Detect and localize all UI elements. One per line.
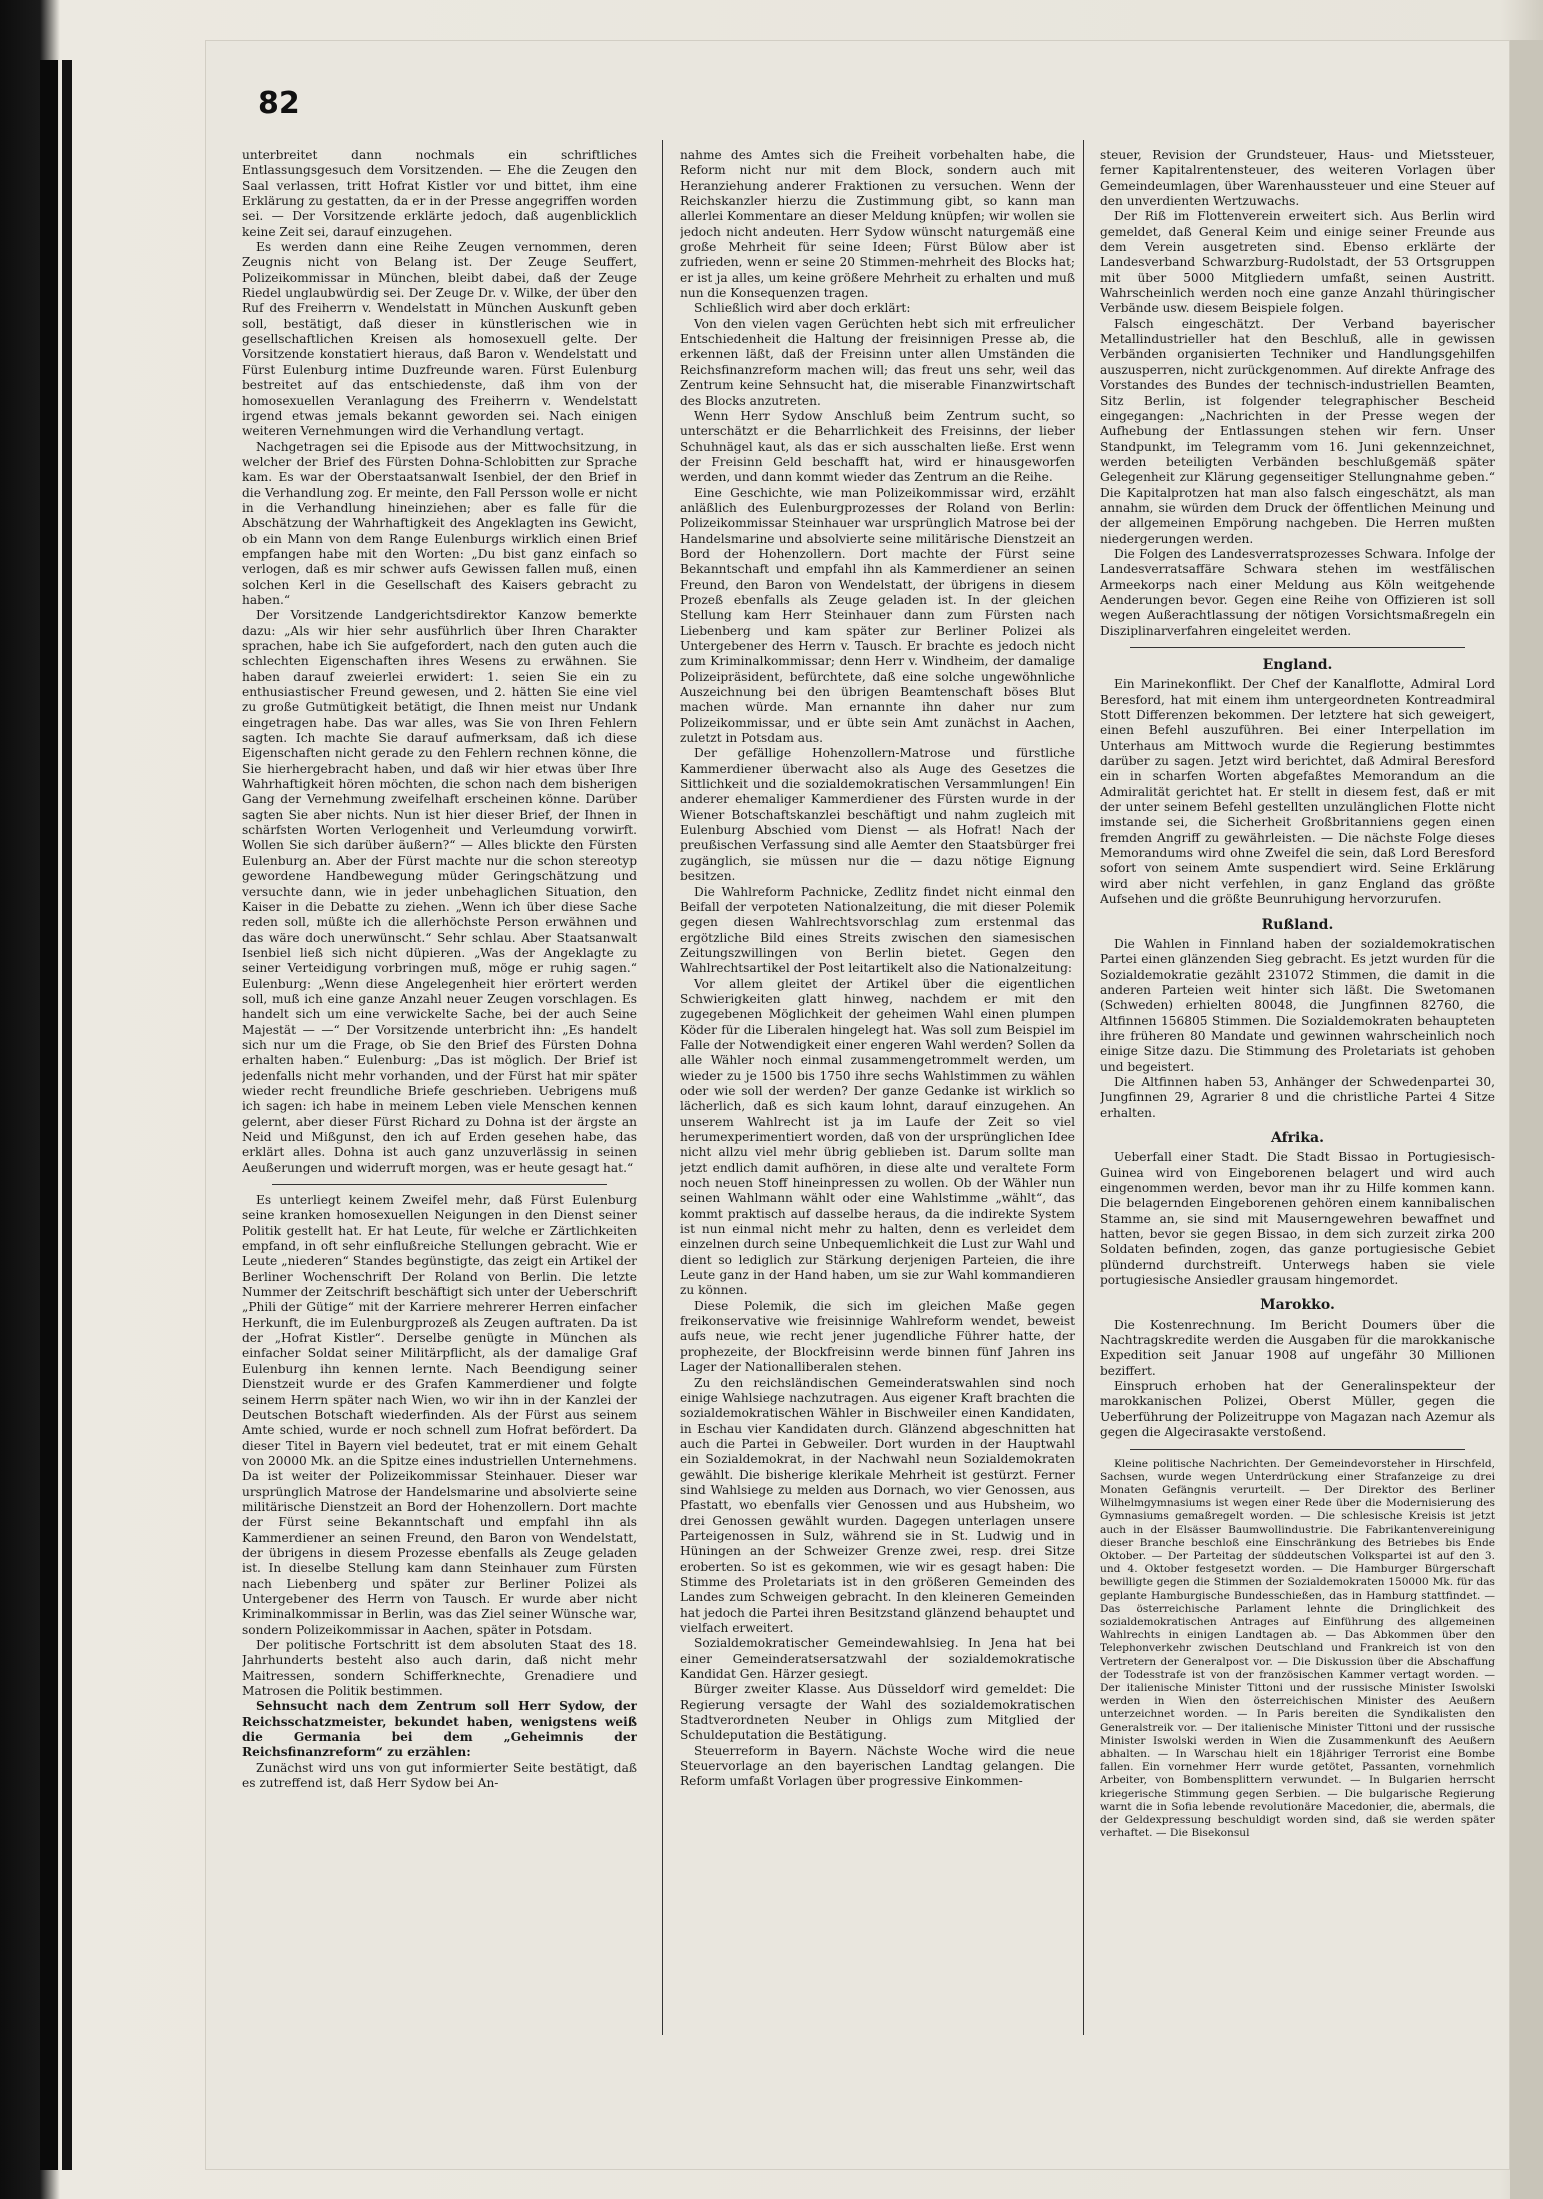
column-rule <box>1083 140 1084 2035</box>
paragraph: nahme des Amtes sich die Freiheit vorbehalten habe, die Reform nicht nur mit dem Block, sondern auch mit Heranziehung anderer Fraktionen zu versuchen. Wenn der Reichskanzler hierzu die Zustimmung gibt, so kann man allerlei Kommentare an dieser Meldung knüpfen; wir wollen sie jedoch nicht andeuten. Herr Sydow wünscht naturgemäß eine große Mehrheit für seine Ideen; Fürst Bülow aber ist zufrieden, wenn er seine 20 Stimmen-mehrheit des Blocks hat; er ist ja alles, um keine größere Mehrheit zu erhalten und muß nun die Konsequenzen tragen. <box>680 148 1075 301</box>
column-3 <box>1100 148 1495 2078</box>
paragraph: Der politische Fortschritt ist dem absoluten Staat des 18. Jahrhunderts besteht also auch darin, daß nicht mehr Maitressen, sondern Schifferknechte, Grenadiere und Matrosen die Politik bestimmen. <box>242 1638 637 1699</box>
article-lead: Sozialdemokratischer Gemeindewahlsieg. In Jena hat bei einer Gemeinderatsersatzwahl der sozialdemokratische Kandidat Gen. Härzer gesiegt. <box>680 1636 1075 1682</box>
article-lead: Steuerreform in Bayern. Nächste Woche wird die neue Steuervorlage an den bayerischen Landtag gelangen. Die Reform umfaßt Vorlagen über progressive Einkommen- <box>680 1743 1075 1789</box>
article-lead: Bürger zweiter Klasse. Aus Düsseldorf wird gemeldet: Die Regierung versagte der Wahl des sozialdemokratischen Stadtverordneten Neuber in Ohligs zum Mitglied der Schuldeputation die Bestätigung. <box>680 1682 1075 1743</box>
paragraph: Der gefällige Hohenzollern-Matrose und fürstliche Kammerdiener überwacht also als Auge des Gesetzes die Sittlichkeit und die sozialdemokratischen Versammlungen! Ein anderer ehemaliger Kammerdiener des Fürsten wurde in der Wiener Botschaftskanzlei beschäftigt und nahm zugleich mit Eulenburg Abschied vom Dienst — als Hofrat! Nach der preußischen Verfassung sind alle Aemter den Staatsbürger frei zugänglich, sie müssen nur die — dazu nötige Eignung besitzen. <box>680 746 1075 884</box>
section-heading-russia: Rußland. <box>1261 916 1334 933</box>
paragraph: Nachgetragen sei die Episode aus der Mittwochsitzung, in welcher der Brief des Fürsten Dohna-Schlobitten zur Sprache kam. Es war der Oberstaatsanwalt Isenbiel, der den Brief in die Verhandlung zog. Er meinte, den Fall Persson wolle er nicht in die Verhandlung hineinziehen; aber es falle für die Abschätzung der Wahrhaftigkeit des Angeklagten ins Gewicht, ob ein Mann von dem Range Eulenburgs wirklich einen Brief empfangen habe mit den Worten: „Du bist ganz einfach so verlogen, daß es mir schwer aufs Gewissen fallen muß, einen solchen Kerl in die Gesellschaft des Kaisers gebracht zu haben.“ <box>242 439 637 607</box>
paragraph: Schließlich wird aber doch erklärt: <box>694 301 911 316</box>
paragraph: Diese Polemik, die sich im gleichen Maße gegen freikonservative wie freisinnige Wahlreform wendet, beweist aufs neue, wie recht jener jugendliche Führer hatte, der prophezeite, der Blockfreisinn werde binnen fünf Jahren ins Lager der Nationalliberalen stehen. <box>680 1298 1075 1375</box>
column-rule <box>662 140 663 2035</box>
article-lead: Die Wahlreform Pachnicke, Zedlitz findet nicht einmal den Beifall der verpoteten Nationalzeitung, die mit dieser Polemik gegen diesen Wahlrechtsvorschlag zum erstenmal das ergötzliche Bild eines Streits zwischen den siamesischen Zeitungszwillingen von Berlin bietet. Gegen den Wahlrechtsartikel der Post leitartikelt also die Nationalzeitung: <box>680 884 1075 976</box>
article-lead: Die Kostenrechnung. Im Bericht Doumers über die Nachtragskredite werden die Ausgaben für die marokkanische Expedition seit Januar 1908 auf ungefähr 30 Millionen beziffert. <box>1100 1317 1495 1378</box>
article-lead: Einspruch erhoben hat der Generalinspekteur der marokkanischen Polizei, Oberst Müller, gegen die Ueberführung der Polizeitruppe von Magazan nach Azemur als gegen die Algecirasakte verstoßend. <box>1100 1379 1495 1440</box>
article-lead: Die Folgen des Landesverratsprozesses Schwara. Infolge der Landesverratsaffäre Schwara stehen im westfälischen Armeekorps nach einer Meldung aus Köln weitgehende Aenderungen bevor. Gegen eine Reihe von Offizieren ist soll wegen Außerachtlassung der nötigen Vorsichtsmaßregeln ein Disziplinarverfahren eingeleitet werden. <box>1100 546 1495 638</box>
section-heading-morocco: Marokko. <box>1260 1297 1335 1314</box>
book-spine <box>40 60 58 2170</box>
paragraph: Von den vielen vagen Gerüchten hebt sich mit erfreulicher Entschiedenheit die Haltung der freisinnigen Presse ab, die erkennen läßt, daß der Freisinn unter allen Umständen die Reichsfinanzreform machen will; das freut uns sehr, weil das Zentrum keine Sehnsucht hat, die miserable Finanzwirtschaft des Blocks anzutreten. <box>680 316 1075 408</box>
paragraph: Zunächst wird uns von gut informierter Seite bestätigt, daß es zutreffend ist, daß Herr Sydow bei An- <box>242 1760 637 1791</box>
book-spine-edge <box>62 60 72 2170</box>
page-number: 82 <box>258 86 300 121</box>
paragraph: unterbreitet dann nochmals ein schriftliches Entlassungsgesuch dem Vorsitzenden. — Ehe die Zeugen den Saal verlassen, tritt Hofrat Kistler vor und bittet, ihm eine Erklärung zu gestatten, da er in der Presse angegriffen worden sei. — Der Vorsitzende erklärte jedoch, daß augenblicklich keine Zeit sei, darauf einzugehen. <box>242 148 637 239</box>
separator-rule <box>272 1184 607 1185</box>
short-news: Kleine politische Nachrichten. Der Gemeindevorsteher in Hirschfeld, Sachsen, wurde wegen Unterdrückung einer Strafanzeige zu drei Monaten Gefängnis verurteilt. — Der Direktor des Berliner Wilhelmgymnasiums ist wegen einer Rede über die Modernisierung des Gymnasiums gemaßregelt worden. — Die schlesische Kreisis ist jetzt auch in der Elsässer Baumwollindustrie. Die Fabrikantenvereinigung dieser Branche beschloß eine Einschränkung des Betriebes bis Ende Oktober. — Der Parteitag der süddeutschen Volkspartei ist auf den 3. und 4. Oktober festgesetzt worden. — Die Hamburger Bürgerschaft bewilligte gegen die Stimmen der Sozialdemokraten 150000 Mk. für das geplante Hamburgische Bundesschießen, das in Hamburg stattfindet. — Das österreichische Parlament lehnte die Dringlichkeit des sozialdemokratischen Antrages auf Einführung des allgemeinen Wahlrechts in einigen Landtagen ab. — Das Abkommen über den Telephonverkehr zwischen Deutschland und Frankreich ist von den Vertretern der Generalpost vor. — Die Diskussion über die Abschaffung der Todesstrafe ist von der französischen Kammer vertagt worden. — Der italienische Minister Tittoni und der russische Minister Iswolski werden in Wien den österreichischen Minister des Aeußern unterzeichnet worden. — In Paris bereiten die Syndikalisten den Generalstreik vor. — Der italienische Minister Tittoni und der russische Minister Iswolski werden in Wien die Zusammenkunft des Aeußern abhalten. — In Warschau hielt ein 18jähriger Terrorist eine Bombe fallen. Ein vornehmer Herr wurde getötet, Passanten, vornehmlich Arbeiter, von Bombensplittern verwundet. — In Bulgarien herrscht kriegerische Stimmung gegen Serbien. — Die bulgarische Regierung warnt die in Sofia lebende revolutionäre Macedonier, die, abermals, die der Geldexpressung beschuldigt worden sind, daß sie werden später verhaftet. — Die Bisekonsul <box>1100 1457 1495 1840</box>
paragraph: Wenn Herr Sydow Anschluß beim Zentrum sucht, so unterschätzt er die Beharrlichkeit des Freisinns, der lieber Schuhnägel kaut, als das er sich ausschalten ließe. Erst wenn der Freisinn Geld beschafft hat, wird er hinausgeworfen werden, und dann kommt wieder das Zentrum an die Reihe. <box>680 408 1075 485</box>
article-lead: Der Riß im Flottenverein erweitert sich. Aus Berlin wird gemeldet, daß General Keim und einige seiner Freunde aus dem Verein ausgetreten sind. Ebenso erklärte der Landesverband Schwarzburg-Rudolstadt, der 53 Ortsgruppen mit über 5000 Mitgliedern umfaßt, seinen Austritt. Wahrscheinlich werden noch eine ganze Anzahl thüringischer Verbände usw. diesem Beispiele folgen. <box>1100 209 1495 316</box>
article-lead: Die Wahlen in Finnland haben der sozialdemokratischen Partei einen glänzenden Sieg gebracht. Es jetzt wurden für die Sozialdemokratie gezählt 231072 Stimmen, die damit in die anderen Parteien weit hinter sich läßt. Die Swetomanen (Schweden) erhielten 80048, die Jungfinnen 82760, die Altfinnen 156805 Stimmen. Die Sozialdemokraten behaupteten ihre früheren 80 Mandate und gewinnen wahrscheinlich noch einige Sitze dazu. Die Stimmung des Proletariats ist gehoben und begeistert. <box>1100 936 1495 1074</box>
separator-rule <box>1130 1449 1465 1450</box>
section-heading-england: England. <box>1262 657 1333 673</box>
article-lead: Ein Marinekonflikt. Der Chef der Kanalflotte, Admiral Lord Beresford, hat mit einem ihm untergeordneten Kontreadmiral Stott Differenzen bekommen. Der letztere hat sich geweigert, einen Befehl auszuführen. Bei einer Interpellation im Unterhaus am Mittwoch wurde die Regierung bestimmtes darüber zu sagen. Jetzt wird berichtet, daß Admiral Beresford ein in scharfen Worten abgefaßtes Memorandum an die Admiralität gerichtet hat. Er stellt in diesem fest, daß er mit der unter seinem Befehl gestellten unzulänglichen Flotte nicht imstande sei, die Sicherheit Großbritanniens gegen einen fremden Angriff zu gewährleisten. — Die nächste Folge dieses Memorandums wird ohne Zweifel die sein, daß Lord Beresford sofort von seinem Amte suspendiert wird. Seine Erklärung wird aber nicht verfehlen, in ganz England das größte Aufsehen und die größte Beunruhigung hervorzurufen. <box>1100 677 1495 907</box>
paragraph: Der Vorsitzende Landgerichtsdirektor Kanzow bemerkte dazu: „Als wir hier sehr ausführlich über Ihren Charakter sprachen, habe ich Sie aufgefordert, nach den guten auch die schlechten Eigenschaften ihres Wesens zu erwähnen. Sie haben darauf zweierlei erwidert: 1. seien Sie ein zu enthusiastischer Freund gewesen, und 2. hätten Sie eine viel zu große Gutmütigkeit betätigt, die Ihnen meist nur Undank eingetragen habe. Das war alles, was Sie von Ihren Fehlern sagten. Ich machte Sie darauf aufmerksam, daß ich diese Eigenschaften nicht gerade zu den Fehlern rechnen könne, die Sie hierhergebracht haben, und daß wir hier etwas über Ihre Wahrhaftigkeit hören möchten, die schon nach dem bisherigen Gang der Vernehmung zweifelhaft erscheinen könne. Darüber sagten Sie aber nichts. Nun ist hier dieser Brief, der Ihnen in schärfsten Worten Verlogenheit und Verleumdung vorwirft. Wollen Sie sich darüber äußern?“ — Alles blickte den Fürsten Eulenburg an. Aber der Fürst machte nur die schon stereotyp gewordene Handbewegung müder Geringschätzung und versuchte dann, wie in jeder unbehaglichen Situation, den Kaiser in die Debatte zu ziehen. „Wenn ich über diese Sache reden soll, müßte ich die allerhöchste Person erwähnen und das wäre doch unerwünscht.“ Sehr schlau. Aber Staatsanwalt Isenbiel ließ sich nicht düpieren. „Was der Angeklagte zu seiner Verteidigung vorbringen muß, möge er ruhig sagen.“ Eulenburg: „Wenn diese Angelegenheit hier erörtert werden soll, muß ich eine ganze Anzahl neuer Zeugen vorschlagen. Es handelt sich um eine verwickelte Sache, bei der auch Seine Majestät — —“ Der Vorsitzende unterbricht ihn: „Es handelt sich nur um die Frage, ob Sie den Brief des Fürsten Dohna erhalten haben.“ Eulenburg: „Das ist möglich. Der Brief ist jedenfalls nicht mehr vorhanden, und der Fürst hat mir später wieder recht freundliche Briefe geschrieben. Uebrigens muß ich sagen: ich habe in meinem Leben viele Menschen kennen gelernt, aber dieser Fürst Richard zu Dohna ist der ärgste an Neid und Mißgunst, den ich auf Erden gesehen habe, das erklärt alles. Dohna ist auch ganz unzuverlässig in seinen Aeußerungen und widerruft morgen, was er heute gesagt hat.“ <box>242 608 637 1175</box>
paragraph: Es werden dann eine Reihe Zeugen vernommen, deren Zeugnis nicht von Belang ist. Der Zeuge Seuffert, Polizeikommissar in München, bleibt dabei, daß der Zeuge Riedel unglaubwürdig sei. Der Zeuge Dr. v. Wilke, der über den Ruf des Freiherrn v. Wendelstatt in München Auskunft geben soll, bestätigt, daß dieser in künstlerischen wie in gesellschaftlichen Kreisen als homosexuell gelte. Der Vorsitzende konstatiert hieraus, daß Baron v. Wendelstatt und Fürst Eulenburg intime Duzfreunde waren. Fürst Eulenburg bestreitet auf das entschiedenste, daß ihm von der homosexuellen Veranlagung des Freiherrn v. Wendelstatt irgend etwas jemals bekannt geworden sei. Nach einigen weiteren Vernehmungen wird die Verhandlung vertagt. <box>242 240 637 439</box>
article-lead: Eine Geschichte, wie man Polizeikommissar wird, erzählt anläßlich des Eulenburgprozesses der Roland von Berlin: Polizeikommissar Steinhauer war ursprünglich Matrose bei der Handelsmarine und absolvierte seine militärische Dienstzeit an Bord der Hohenzollern. Dort machte der Fürst seine Bekanntschaft und empfahl ihn als Kammerdiener an seinen Freund, den Baron von Wendelstatt, der übrigens in diesem Prozeß ebenfalls als Zeuge geladen ist. In der gleichen Stellung kam Herr Steinhauer dann zum Fürsten nach Liebenberg und kam später zur Berliner Polizei als Untergebener des Herrn v. Tausch. Er brachte es jedoch nicht zum Kriminalkommissar; denn Herr v. Windheim, der damalige Polizeipräsident, befürchtete, daß eine solche ungewöhnliche Auszeichnung bei den übrigen Beamtenschaft böses Blut machen würde. Man ernannte ihn daher nur zum Polizeikommissar, und er übte sein Amt zunächst in Aachen, zuletzt in Potsdam aus. <box>680 485 1075 746</box>
article-lead: Sehnsucht nach dem Zentrum soll Herr Sydow, der Reichsschatzmeister, bekundet haben, wenigstens weiß die Germania bei dem „Geheimnis der Reichsfinanzreform“ zu erzählen: <box>242 1699 637 1760</box>
paragraph: Vor allem gleitet der Artikel über die eigentlichen Schwierigkeiten glatt hinweg, nachdem er mit den zugegebenen Möglichkeit der geheimen Wahl einen plumpen Köder für die Liberalen hingelegt hat. Was soll zum Beispiel im Falle der Notwendigkeit einer engeren Wahl werden? Sollen da alle Wähler noch einmal zusammengetrommelt werden, um wieder zu je 1500 bis 1750 ihre sechs Wahlstimmen zu wählen oder wie soll der werden? Der ganze Gedanke ist wirklich so lächerlich, daß es sich kaum lohnt, darauf einzugehen. An unserem Wahlrecht ist ja im Laufe der Zeit so viel herumexperimentiert worden, daß von der ursprünglichen Idee nicht allzu viel mehr übrig geblieben ist. Darum sollte man jetzt endlich damit aufhören, in diese alte und veraltete Form noch neuen Stoff hineinpressen zu wollen. Ob der Wähler nun seinen Wahlmann wählt oder eine Wahlstimme „wählt“, das kommt praktisch auf dasselbe heraus, da die indirekte System ist nun einmal nicht mehr zu halten, denn es verleidet dem einzelnen durch seine Unbequemlichkeit die Lust zur Wahl und dient so lediglich zur Stärkung derjenigen Parteien, die ihre Leute ganz in der Hand haben, um sie zur Wahl kommandieren zu können. <box>680 976 1075 1298</box>
column-1 <box>242 148 637 2028</box>
sheet-edge <box>1510 40 1543 2199</box>
paragraph: Es unterliegt keinem Zweifel mehr, daß Fürst Eulenburg seine kranken homosexuellen Neigungen in den Dienst seiner Politik gestellt hat. Er hat Leute, für welche er Zärtlichkeiten empfand, in oft sehr einflußreiche Stellungen gebracht. Wie er Leute „niederen“ Standes begünstigte, das zeigt ein Artikel der Berliner Wochenschrift Der Roland von Berlin. Die letzte Nummer der Zeitschrift beschäftigt sich unter der Ueberschrift „Phili der Gütige“ mit der Karriere mehrerer Herren einfacher Herkunft, die im Eulenburgprozeß als Zeugen auftraten. Da ist der „Hofrat Kistler“. Derselbe genügte in München als einfacher Soldat seiner Militärpflicht, als der damalige Graf Eulenburg ihn kennen lernte. Nach Beendigung seiner Dienstzeit wurde er des Grafen Kammerdiener und folgte seinem Herrn später nach Wien, wo wir ihn in der Kanzlei der Deutschen Botschaft wiederfinden. Als der Fürst aus seinem Amte schied, wurde er noch schnell zum Hofrat befördert. Da dieser Titel in Bayern viel bedeutet, trat er mit einem Gehalt von 20000 Mk. an die Spitze eines industriellen Unternehmens. Da ist weiter der Polizeikommissar Steinhauer. Dieser war ursprünglich Matrose der Handelsmarine und absolvierte seine militärische Dienstzeit an Bord der Hohenzollern. Dort machte der Fürst seine Bekanntschaft und empfahl ihn als Kammerdiener an seinen Freund, den Baron von Wendelstatt, der übrigens in diesem Prozesse ebenfalls als Zeuge geladen ist. In dieselbe Stellung kam dann Steinhauer zum Fürsten nach Liebenberg und später zur Berliner Polizei als Untergebener des Herrn von Tausch. Er wurde aber nicht Kriminalkommissar in Berlin, was das Ziel seiner Wünsche war, sondern Polizeikommissar in Aachen, später in Potsdam. <box>242 1193 637 1637</box>
article-lead: Falsch eingeschätzt. Der Verband bayerischer Metallindustrieller hat den Beschluß, alle in gewissen Verbänden organisierten Techniker und Handlungsgehilfen auszusperren, nicht zurückgenommen. Auf direkte Anfrage des Vorstandes des Bundes der technisch-industriellen Beamten, Sitz Berlin, ist folgender telegraphischer Bescheid eingegangen: „Nachrichten in der Presse wegen der Aufhebung der Entlassungen stehen wir fern. Unser Standpunkt, im Telegramm vom 16. Juni gekennzeichnet, werden beteiligten Verbänden beschlußgemäß später Gelegenheit zur Klärung gegenseitiger Stellungnahme geben.“ Die Kapitalprotzen hat man also falsch eingeschätzt, als man annahm, sie würden dem Druck der öffentlichen Meinung und der allgemeinen Empörung nachgeben. Die Herren mußten niedergerungen werden. <box>1100 316 1495 546</box>
article-lead: Ueberfall einer Stadt. Die Stadt Bissao in Portugiesisch-Guinea wird von Eingeborenen belagert und wird auch eingenommen werden, bevor man ihr zu Hilfe kommen kann. Die belagernden Eingeborenen gehören einem kannibalischen Stamme an, sie sind mit Mauserngewehren bewaffnet und hatten, bevor sie gegen Bissao, in dem sich zurzeit zirka 200 Soldaten befinden, zogen, das ganze portugiesische Gebiet plündernd durchstreift. Unterwegs haben sie viele portugiesische Ansiedler grausam hingemordet. <box>1100 1150 1495 1288</box>
paragraph: steuer, Revision der Grundsteuer, Haus- und Mietssteuer, ferner Kapitalrentensteuer, des weiteren Vorlagen über Gemeindeumlagen, über Warenhaussteuer und eine Steuer auf den unverdienten Wertzuwachs. <box>1100 148 1495 209</box>
section-heading-africa: Afrika. <box>1271 1129 1324 1146</box>
article-lead: Zu den reichsländischen Gemeinderatswahlen sind noch einige Wahlsiege nachzutragen. Aus eigener Kraft brachten die sozialdemokratischen Wähler in Bischweiler einen Kandidaten, in Eschau vier Kandidaten durch. Glänzend abgeschnitten hat auch die Partei in Gebweiler. Dort wurden in der Hauptwahl ein Sozialdemokrat, in der Nachwahl neun Sozialdemokraten gewählt. Die bisherige klerikale Mehrheit ist gestürzt. Ferner sind Wahlsiege zu melden aus Dornach, wo vier Genossen, aus Pfastatt, wo ebenfalls vier Genossen und aus Hubsheim, wo drei Genossen gewählt wurden. Dagegen unterlagen unsere Parteigenossen in Sulz, während sie in St. Ludwig und in Hüningen an der Schweizer Grenze zwei, resp. drei Sitze eroberten. So ist es gekommen, wie wir es gesagt haben: Die Stimme des Proletariats ist in den größeren Gemeinden des Landes zum Schweigen gebracht. In den kleineren Gemeinden hat jedoch die Partei ihren Besitzstand glänzend behauptet und vielfach erweitert. <box>680 1375 1075 1635</box>
separator-rule <box>1130 647 1465 648</box>
column-2 <box>680 148 1075 2028</box>
paragraph: Die Altfinnen haben 53, Anhänger der Schwedenpartei 30, Jungfinnen 29, Agrarier 8 und die christliche Partei 4 Sitze erhalten. <box>1100 1074 1495 1120</box>
